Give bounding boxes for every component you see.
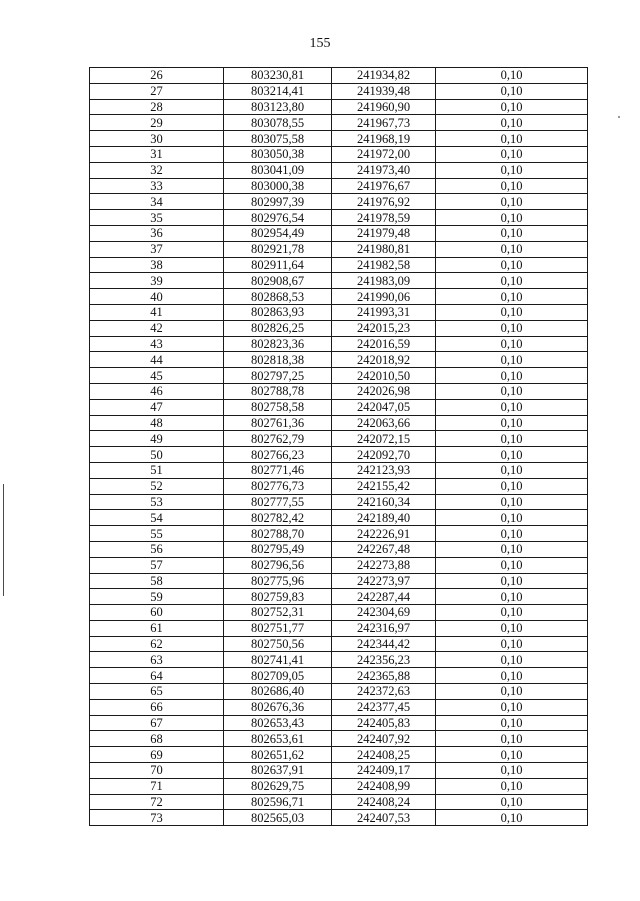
point-number-cell: 36: [90, 225, 224, 241]
x-coordinate-cell: 803078,55: [224, 115, 332, 131]
y-coordinate-cell: 242409,17: [332, 763, 436, 779]
y-coordinate-cell: 242010,50: [332, 368, 436, 384]
x-coordinate-cell: 802709,05: [224, 668, 332, 684]
error-value-cell: 0,10: [436, 668, 588, 684]
y-coordinate-cell: 242267,48: [332, 541, 436, 557]
table-row: [90, 399, 588, 415]
x-coordinate-cell: 803075,58: [224, 131, 332, 147]
x-coordinate-cell: 802954,49: [224, 225, 332, 241]
error-value-cell: 0,10: [436, 810, 588, 826]
error-value-cell: 0,10: [436, 557, 588, 573]
error-value-cell: 0,10: [436, 526, 588, 542]
x-coordinate-cell: 802766,23: [224, 447, 332, 463]
y-coordinate-cell: 242377,45: [332, 699, 436, 715]
error-value-cell: 0,10: [436, 699, 588, 715]
y-coordinate-cell: 242372,63: [332, 684, 436, 700]
y-coordinate-cell: 241990,06: [332, 289, 436, 305]
y-coordinate-cell: 241979,48: [332, 225, 436, 241]
table-row: [90, 699, 588, 715]
point-number-cell: 57: [90, 557, 224, 573]
table-row: [90, 131, 588, 147]
table-row: [90, 668, 588, 684]
x-coordinate-cell: 802761,36: [224, 415, 332, 431]
error-value-cell: 0,10: [436, 162, 588, 178]
y-coordinate-cell: 242365,88: [332, 668, 436, 684]
point-number-cell: 48: [90, 415, 224, 431]
point-number-cell: 40: [90, 289, 224, 305]
y-coordinate-cell: 242408,99: [332, 778, 436, 794]
point-number-cell: 31: [90, 146, 224, 162]
x-coordinate-cell: 802775,96: [224, 573, 332, 589]
scan-margin-line: [3, 484, 4, 596]
error-value-cell: 0,10: [436, 573, 588, 589]
point-number-cell: 34: [90, 194, 224, 210]
x-coordinate-cell: 802797,25: [224, 368, 332, 384]
point-number-cell: 26: [90, 68, 224, 84]
table-row: [90, 210, 588, 226]
y-coordinate-cell: 242015,23: [332, 320, 436, 336]
table-row: [90, 715, 588, 731]
error-value-cell: 0,10: [436, 462, 588, 478]
point-number-cell: 45: [90, 368, 224, 384]
table-row: [90, 636, 588, 652]
error-value-cell: 0,10: [436, 241, 588, 257]
error-value-cell: 0,10: [436, 383, 588, 399]
point-number-cell: 29: [90, 115, 224, 131]
error-value-cell: 0,10: [436, 620, 588, 636]
table-row: [90, 289, 588, 305]
y-coordinate-cell: 242356,23: [332, 652, 436, 668]
point-number-cell: 71: [90, 778, 224, 794]
x-coordinate-cell: 802686,40: [224, 684, 332, 700]
x-coordinate-cell: 802653,43: [224, 715, 332, 731]
x-coordinate-cell: 802823,36: [224, 336, 332, 352]
y-coordinate-cell: 242273,88: [332, 557, 436, 573]
x-coordinate-cell: 802565,03: [224, 810, 332, 826]
table-row: [90, 241, 588, 257]
point-number-cell: 28: [90, 99, 224, 115]
error-value-cell: 0,10: [436, 210, 588, 226]
x-coordinate-cell: 802596,71: [224, 794, 332, 810]
error-value-cell: 0,10: [436, 352, 588, 368]
table-row: [90, 794, 588, 810]
table-row: [90, 83, 588, 99]
x-coordinate-cell: 802863,93: [224, 304, 332, 320]
error-value-cell: 0,10: [436, 431, 588, 447]
y-coordinate-cell: 241968,19: [332, 131, 436, 147]
table-row: [90, 304, 588, 320]
table-row: [90, 447, 588, 463]
table-row: [90, 589, 588, 605]
x-coordinate-cell: 802795,49: [224, 541, 332, 557]
x-coordinate-cell: 802911,64: [224, 257, 332, 273]
table-row: [90, 68, 588, 84]
x-coordinate-cell: 802637,91: [224, 763, 332, 779]
point-number-cell: 65: [90, 684, 224, 700]
x-coordinate-cell: 802818,38: [224, 352, 332, 368]
point-number-cell: 43: [90, 336, 224, 352]
table-row: [90, 146, 588, 162]
y-coordinate-cell: 241967,73: [332, 115, 436, 131]
y-coordinate-cell: 242316,97: [332, 620, 436, 636]
table-row: [90, 415, 588, 431]
x-coordinate-cell: 802651,62: [224, 747, 332, 763]
table-row: [90, 731, 588, 747]
table-row: [90, 115, 588, 131]
table-row: [90, 778, 588, 794]
x-coordinate-cell: 802826,25: [224, 320, 332, 336]
point-number-cell: 64: [90, 668, 224, 684]
error-value-cell: 0,10: [436, 447, 588, 463]
error-value-cell: 0,10: [436, 257, 588, 273]
coordinates-table-body: [90, 68, 588, 826]
table-row: [90, 478, 588, 494]
error-value-cell: 0,10: [436, 605, 588, 621]
error-value-cell: 0,10: [436, 273, 588, 289]
error-value-cell: 0,10: [436, 684, 588, 700]
point-number-cell: 39: [90, 273, 224, 289]
error-value-cell: 0,10: [436, 304, 588, 320]
point-number-cell: 60: [90, 605, 224, 621]
error-value-cell: 0,10: [436, 494, 588, 510]
point-number-cell: 41: [90, 304, 224, 320]
x-coordinate-cell: 802752,31: [224, 605, 332, 621]
x-coordinate-cell: 802776,73: [224, 478, 332, 494]
table-row: [90, 747, 588, 763]
error-value-cell: 0,10: [436, 652, 588, 668]
error-value-cell: 0,10: [436, 368, 588, 384]
table-row: [90, 526, 588, 542]
table-row: [90, 810, 588, 826]
point-number-cell: 68: [90, 731, 224, 747]
x-coordinate-cell: 802758,58: [224, 399, 332, 415]
y-coordinate-cell: 242273,97: [332, 573, 436, 589]
point-number-cell: 69: [90, 747, 224, 763]
x-coordinate-cell: 802921,78: [224, 241, 332, 257]
y-coordinate-cell: 242226,91: [332, 526, 436, 542]
table-row: [90, 494, 588, 510]
table-row: [90, 431, 588, 447]
point-number-cell: 52: [90, 478, 224, 494]
point-number-cell: 49: [90, 431, 224, 447]
error-value-cell: 0,10: [436, 636, 588, 652]
table-row: [90, 462, 588, 478]
error-value-cell: 0,10: [436, 589, 588, 605]
error-value-cell: 0,10: [436, 399, 588, 415]
point-number-cell: 67: [90, 715, 224, 731]
x-coordinate-cell: 802777,55: [224, 494, 332, 510]
error-value-cell: 0,10: [436, 178, 588, 194]
x-coordinate-cell: 802741,41: [224, 652, 332, 668]
table-row: [90, 573, 588, 589]
point-number-cell: 37: [90, 241, 224, 257]
point-number-cell: 51: [90, 462, 224, 478]
x-coordinate-cell: 802629,75: [224, 778, 332, 794]
page-number: 155: [309, 36, 331, 51]
x-coordinate-cell: 802788,70: [224, 526, 332, 542]
point-number-cell: 62: [90, 636, 224, 652]
table-row: [90, 352, 588, 368]
x-coordinate-cell: 803214,41: [224, 83, 332, 99]
y-coordinate-cell: 241980,81: [332, 241, 436, 257]
y-coordinate-cell: 242287,44: [332, 589, 436, 605]
point-number-cell: 30: [90, 131, 224, 147]
error-value-cell: 0,10: [436, 510, 588, 526]
y-coordinate-cell: 242189,40: [332, 510, 436, 526]
error-value-cell: 0,10: [436, 194, 588, 210]
x-coordinate-cell: 803230,81: [224, 68, 332, 84]
point-number-cell: 70: [90, 763, 224, 779]
table-row: [90, 383, 588, 399]
table-row: [90, 510, 588, 526]
table-row: [90, 194, 588, 210]
y-coordinate-cell: 241939,48: [332, 83, 436, 99]
x-coordinate-cell: 802976,54: [224, 210, 332, 226]
y-coordinate-cell: 241983,09: [332, 273, 436, 289]
point-number-cell: 27: [90, 83, 224, 99]
error-value-cell: 0,10: [436, 715, 588, 731]
table-row: [90, 652, 588, 668]
table-row: [90, 557, 588, 573]
table-row: [90, 257, 588, 273]
y-coordinate-cell: 241993,31: [332, 304, 436, 320]
table-row: [90, 620, 588, 636]
y-coordinate-cell: 242408,24: [332, 794, 436, 810]
error-value-cell: 0,10: [436, 763, 588, 779]
table-row: [90, 162, 588, 178]
point-number-cell: 53: [90, 494, 224, 510]
y-coordinate-cell: 241978,59: [332, 210, 436, 226]
error-value-cell: 0,10: [436, 478, 588, 494]
coordinates-table: [89, 67, 588, 826]
x-coordinate-cell: 802796,56: [224, 557, 332, 573]
y-coordinate-cell: 241976,92: [332, 194, 436, 210]
y-coordinate-cell: 242026,98: [332, 383, 436, 399]
x-coordinate-cell: 802782,42: [224, 510, 332, 526]
point-number-cell: 35: [90, 210, 224, 226]
point-number-cell: 59: [90, 589, 224, 605]
error-value-cell: 0,10: [436, 146, 588, 162]
error-value-cell: 0,10: [436, 794, 588, 810]
y-coordinate-cell: 242344,42: [332, 636, 436, 652]
point-number-cell: 38: [90, 257, 224, 273]
y-coordinate-cell: 242304,69: [332, 605, 436, 621]
error-value-cell: 0,10: [436, 225, 588, 241]
error-value-cell: 0,10: [436, 731, 588, 747]
y-coordinate-cell: 242160,34: [332, 494, 436, 510]
error-value-cell: 0,10: [436, 747, 588, 763]
x-coordinate-cell: 803050,38: [224, 146, 332, 162]
y-coordinate-cell: 242155,42: [332, 478, 436, 494]
x-coordinate-cell: 802908,67: [224, 273, 332, 289]
y-coordinate-cell: 242016,59: [332, 336, 436, 352]
point-number-cell: 61: [90, 620, 224, 636]
y-coordinate-cell: 242123,93: [332, 462, 436, 478]
table-row: [90, 605, 588, 621]
x-coordinate-cell: 802762,79: [224, 431, 332, 447]
error-value-cell: 0,10: [436, 68, 588, 84]
table-row: [90, 225, 588, 241]
y-coordinate-cell: 242407,53: [332, 810, 436, 826]
error-value-cell: 0,10: [436, 415, 588, 431]
point-number-cell: 44: [90, 352, 224, 368]
y-coordinate-cell: 242405,83: [332, 715, 436, 731]
error-value-cell: 0,10: [436, 83, 588, 99]
y-coordinate-cell: 241976,67: [332, 178, 436, 194]
x-coordinate-cell: 802653,61: [224, 731, 332, 747]
table-row: [90, 320, 588, 336]
y-coordinate-cell: 241972,00: [332, 146, 436, 162]
x-coordinate-cell: 802868,53: [224, 289, 332, 305]
table-row: [90, 99, 588, 115]
y-coordinate-cell: 242047,05: [332, 399, 436, 415]
y-coordinate-cell: 242072,15: [332, 431, 436, 447]
y-coordinate-cell: 242063,66: [332, 415, 436, 431]
table-row: [90, 684, 588, 700]
y-coordinate-cell: 242092,70: [332, 447, 436, 463]
y-coordinate-cell: 241934,82: [332, 68, 436, 84]
x-coordinate-cell: 802676,36: [224, 699, 332, 715]
y-coordinate-cell: 241960,90: [332, 99, 436, 115]
point-number-cell: 66: [90, 699, 224, 715]
point-number-cell: 32: [90, 162, 224, 178]
table-row: [90, 368, 588, 384]
point-number-cell: 73: [90, 810, 224, 826]
x-coordinate-cell: 802759,83: [224, 589, 332, 605]
error-value-cell: 0,10: [436, 99, 588, 115]
point-number-cell: 55: [90, 526, 224, 542]
x-coordinate-cell: 803041,09: [224, 162, 332, 178]
error-value-cell: 0,10: [436, 320, 588, 336]
point-number-cell: 63: [90, 652, 224, 668]
y-coordinate-cell: 241973,40: [332, 162, 436, 178]
point-number-cell: 56: [90, 541, 224, 557]
table-row: [90, 178, 588, 194]
point-number-cell: 58: [90, 573, 224, 589]
error-value-cell: 0,10: [436, 541, 588, 557]
error-value-cell: 0,10: [436, 131, 588, 147]
error-value-cell: 0,10: [436, 115, 588, 131]
point-number-cell: 72: [90, 794, 224, 810]
table-row: [90, 541, 588, 557]
x-coordinate-cell: 802771,46: [224, 462, 332, 478]
point-number-cell: 50: [90, 447, 224, 463]
point-number-cell: 33: [90, 178, 224, 194]
error-value-cell: 0,10: [436, 778, 588, 794]
table-row: [90, 273, 588, 289]
point-number-cell: 47: [90, 399, 224, 415]
table-row: [90, 763, 588, 779]
point-number-cell: 46: [90, 383, 224, 399]
point-number-cell: 54: [90, 510, 224, 526]
error-value-cell: 0,10: [436, 289, 588, 305]
y-coordinate-cell: 241982,58: [332, 257, 436, 273]
x-coordinate-cell: 802751,77: [224, 620, 332, 636]
table-row: [90, 336, 588, 352]
x-coordinate-cell: 802788,78: [224, 383, 332, 399]
scan-speck: [618, 116, 620, 118]
x-coordinate-cell: 803123,80: [224, 99, 332, 115]
y-coordinate-cell: 242018,92: [332, 352, 436, 368]
point-number-cell: 42: [90, 320, 224, 336]
error-value-cell: 0,10: [436, 336, 588, 352]
x-coordinate-cell: 802750,56: [224, 636, 332, 652]
y-coordinate-cell: 242408,25: [332, 747, 436, 763]
x-coordinate-cell: 803000,38: [224, 178, 332, 194]
y-coordinate-cell: 242407,92: [332, 731, 436, 747]
x-coordinate-cell: 802997,39: [224, 194, 332, 210]
